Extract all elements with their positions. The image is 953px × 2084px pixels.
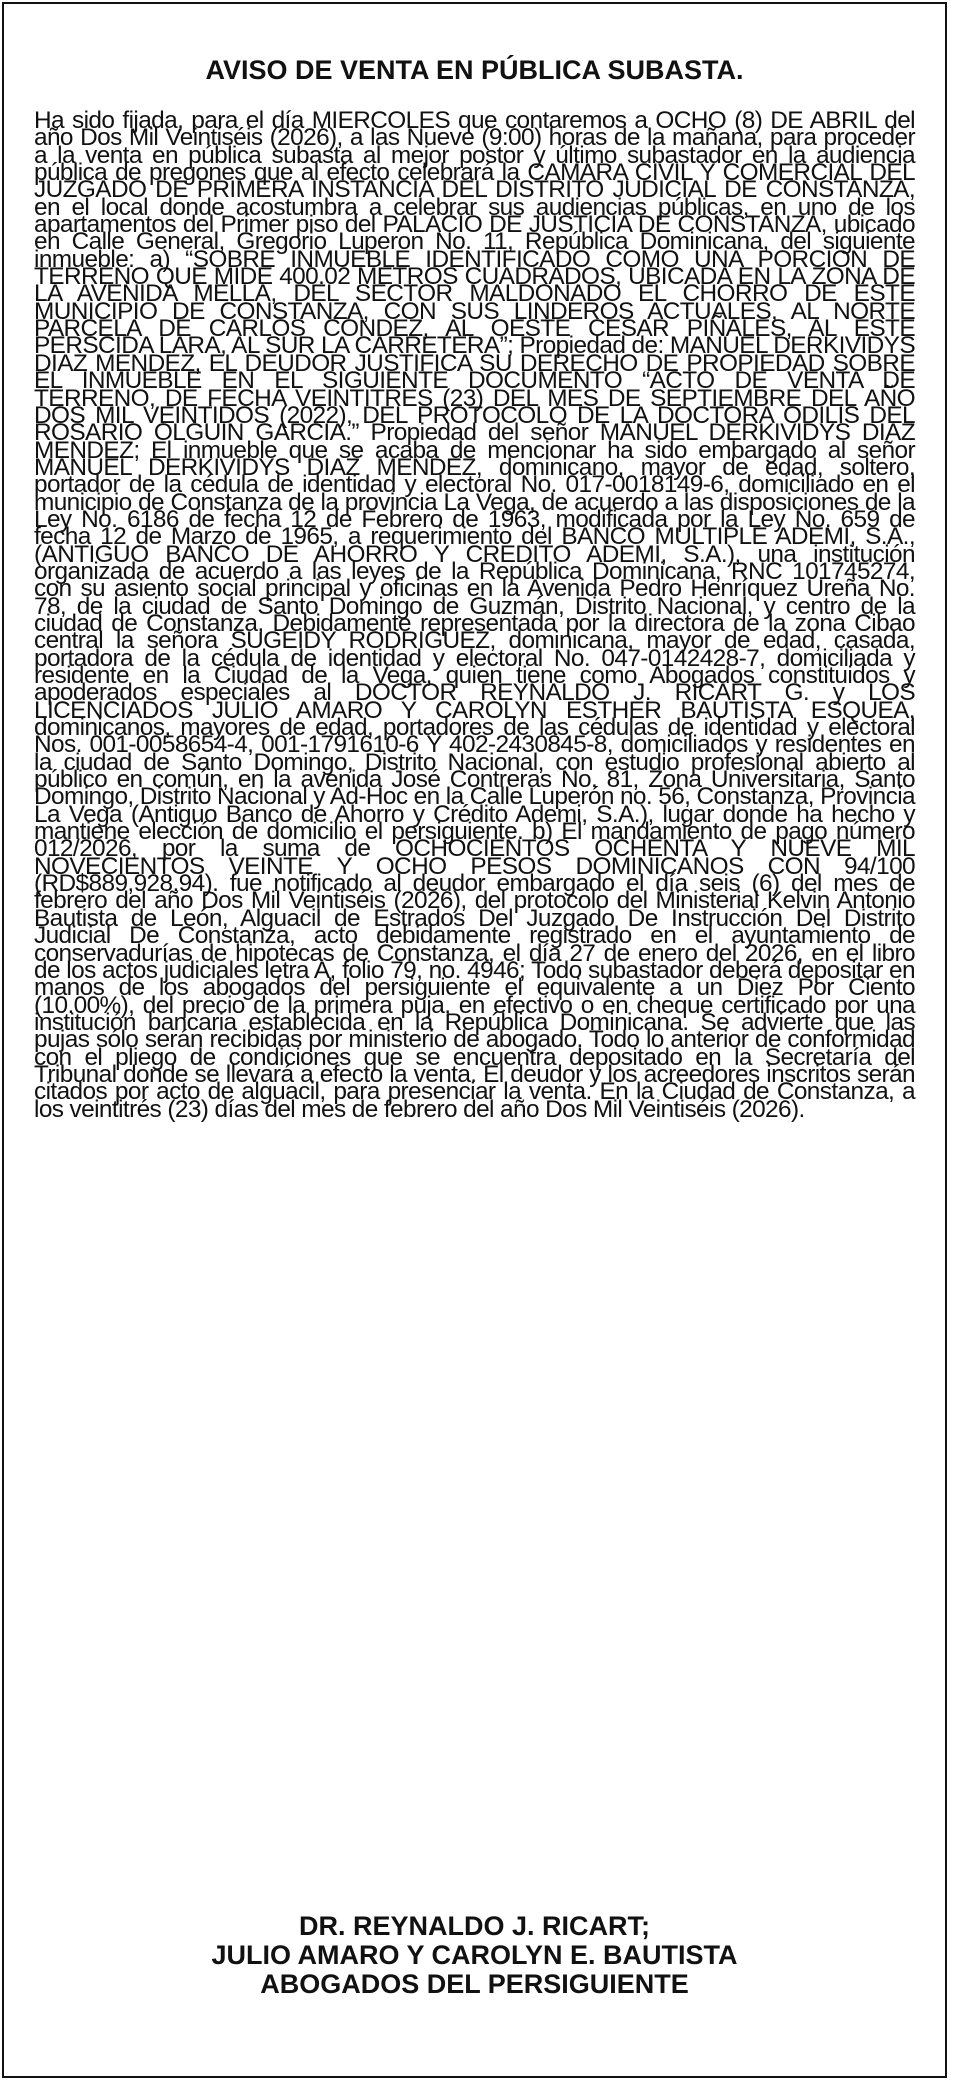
signature-block — [4, 1912, 945, 1999]
signature-line-1: DR. REYNALDO J. RICART; — [298, 1911, 650, 1941]
notice-title: AVISO DE VENTA EN PÚBLICA SUBASTA. — [205, 55, 744, 85]
notice-body: Ha sido fijada, para el día MIERCOLES que contaremos a OCHO (8) DE ABRIL del año Dos Mil Veintiséis (2026), a las Nueve (9:00) horas de la mañana, para proceder a la venta en pública subasta al mejor postor y último subastador en la audiencia pública de pregones que al efecto celebrará la CAMARA CIVIL Y COMERCIAL DEL JUZGADO DE PRIMERA INSTANCIA DEL DISTRITO JUDICIAL DE CONSTANZA, en el local donde acostumbra a celebrar sus audiencias públicas, en uno de los apartamentos del Primer piso del PALACIO DE JUSTICIA DE CONSTANZA, ubicado en Calle General, Gregorio Luperon No. 11, República Dominicana, del siguiente inmueble: a) “SOBRE INMUEBLE IDENTIFICADO COMO UNA PORCION DE TERRENO QUE MIDE 400.02 METROS CUADRADOS, UBICADA EN LA ZONA DE LA AVENIDA MELLA, DEL SECTOR MALDONADO EL CHORRO DE ESTE MUNICIPIO DE CONSTANZA, CON SUS LINDEROS ACTUALES, AL NORTE PARCELA DE CARLOS CONDEZ, AL OESTE CESAR PIÑALES, AL ESTE PERSCIDA LARA, AL SUR LA CARRETERA”; Propiedad de: MANUEL DERKIVIDYS DIAZ MENDEZ, EL DEUDOR JUSTIFICA SU DERECHO DE PROPIEDAD SOBRE EL INMUEBLE EN EL SIGUIENTE DOCUMENTO “ACTO DE VENTA DE TERRENO, DE FECHA VEINTITRES (23) DEL MES DE SEPTIEMBRE DEL AÑO DOS MIL VEINTIDOS (2022), DEL PROTOCOLO DE LA DOCTORA ODILIS DEL ROSARIO OLGUIN GARCIA.” Propiedad del señor MANUEL DERKIVIDYS DIAZ MENDEZ; El inmueble que se acaba de mencionar ha sido embargado al señor MANUEL DERKIVIDYS DIAZ MENDEZ, dominicano, mayor de edad, soltero, portador de la cédula de identidad y electoral No. 017-0018149-6, domiciliado en el municipio de Constanza de la provincia La Vega, de acuerdo a las disposiciones de la Ley No. 6186 de fecha 12 de Febrero de 1963, modificada por la Ley No. 659 de fecha 12 de Marzo de 1965, a requerimiento del BANCO MULTIPLE ADEMI, S.A., (ANTIGUO BANCO DE AHORRO Y CREDITO ADEMI, S.A.), una institución organizada de acuerdo a las leyes de la República Dominicana, RNC 101745274, con su asiento social principal y oficinas en la Avenida Pedro Henríquez Ureña No. 78, de la ciudad de Santo Domingo de Guzmán, Distrito Nacional, y centro de la ciudad de Constanza, Debidamente representada por la directora de la zona Cibao central la señora SUGEIDY RODRIGUEZ, dominicana, mayor de edad, casada, portadora de la cédula de identidad y electoral No. 047-0142428-7, domiciliada y residente en la Ciudad de la Vega, quien tiene como Abogados constituidos y apoderados especiales al DOCTOR REYNALDO J. RICART G. y LOS LICENCIADOS JULIO AMARO Y CAROLYN ESTHER BAUTISTA ESQUEA, dominicanos, mayores de edad, portadores de las cédulas de identidad y electoral Nos. 001-0058654-4, 001-1791610-6 Y 402-2430845-8, domiciliados y residentes en la ciudad de Santo Domingo, Distrito Nacional, con estudio profesional abierto al público en común, en la avenida José Contreras No. 81, Zona Universitaria, Santo Domingo, Distrito Nacional y Ad-Hoc en la Calle Luperón no. 56, Constanza, Provincia La Vega (Antiguo Banco de Ahorro y Crédito Ademi, S.A.), lugar donde ha hecho y mantiene elección de domicilio el persiguiente. b) El mandamiento de pago número 012/2026, por la suma de OCHOCIENTOS OCHENTA Y NUEVE MIL NOVECIENTOS VEINTE Y OCHO PESOS DOMINICANOS CON 94/100 (RD$889,928.94). fue notificado al deudor embargado el día seis (6) del mes de febrero del año Dos Mil Veintiséis (2026), del protocolo del Ministerial Kelvin Antonio Bautista de León, Alguacil de Estrados Del Juzgado De Instrucción Del Distrito Judicial De Constanza, acto debidamente registrado en el ayuntamiento de conservadurías de hipotecas de Constanza, el día 27 de enero del 2026, en el libro de los actos judiciales letra A, folio 79, no. 4946; Todo subastador deberá depositar en manos de los abogados del persiguiente el equivalente a un Diez Por Ciento (10.00%), del precio de la primera puja, en efectivo o en cheque certificado por una institución bancaria establecida en la República Dominicana. Se advierte que las pujas sólo serán recibidas por ministerio de abogado. Todo lo anterior de conformidad con el pliego de condiciones que se encuentra depositado en la Secretaría del Tribunal donde se llevará a efecto la venta. El deudor y los acreedores inscritos serán citados por acto de alguacil, para presenciar la venta. En la Ciudad de Constanza, a los veintitrés (23) días del mes de febrero del año Dos Mil Veintiséis (2026). — [34, 107, 915, 1123]
notice-frame — [2, 2, 947, 2078]
signature-line-3: ABOGADOS DEL PERSIGUIENTE — [260, 1969, 689, 1999]
signature-line-2: JULIO AMARO Y CAROLYN E. BAUTISTA — [211, 1940, 738, 1970]
